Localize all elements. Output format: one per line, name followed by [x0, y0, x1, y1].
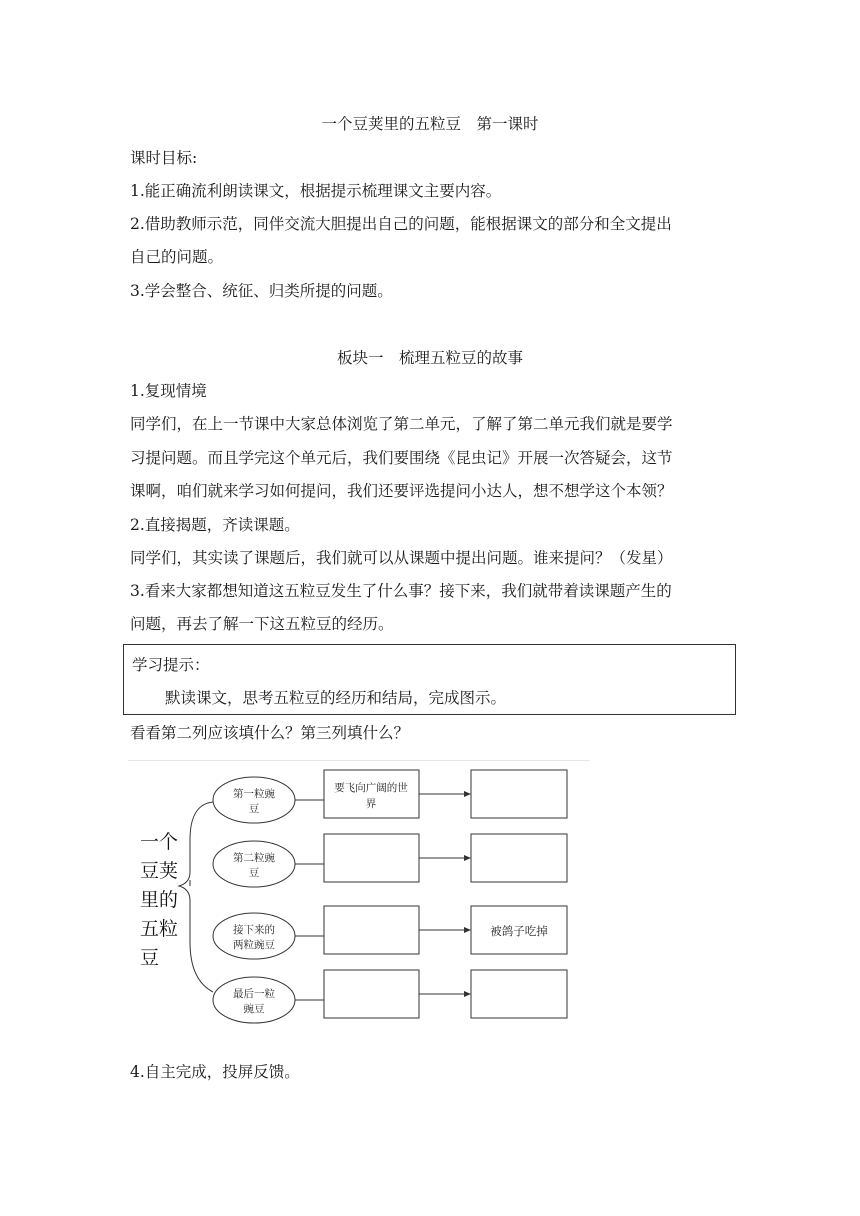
- pea-label: 第二粒豌: [233, 852, 275, 864]
- paragraph-line: 同学们，在上一节课中大家总体浏览了第二单元，了解了第二单元我们就是要学: [130, 415, 673, 433]
- diagram-bracket: [179, 802, 213, 992]
- diagram-root-text: 五粒: [140, 918, 179, 940]
- ending-text: 被鸽子吃掉: [490, 924, 548, 938]
- pea-label: 接下来的: [233, 924, 275, 936]
- diagram-svg: [128, 760, 590, 1036]
- ending-box: [471, 770, 567, 818]
- paragraph-line: 同学们，其实读了课题后，我们就可以从课题中提出问题。谁来提问？（发星）: [130, 549, 673, 567]
- pea-label: 豆: [248, 867, 260, 879]
- objective-item: 2.借助教师示范，同伴交流大胆提出自己的问题，能根据课文的部分和全文提出: [130, 215, 672, 233]
- tip-body: 默读课文，思考五粒豆的经历和结局，完成图示。: [165, 689, 507, 707]
- pea-label: 第一粒豌: [233, 788, 275, 800]
- objective-item: 3.学会整合、统征、归类所提的问题。: [130, 282, 393, 300]
- pea-oval: [213, 841, 295, 887]
- pea-label: 两粒豌豆: [233, 939, 275, 951]
- experience-box: [324, 770, 419, 818]
- ending-box: [471, 834, 567, 882]
- step-heading: 4.自主完成，投屏反馈。: [130, 1063, 300, 1081]
- diagram-row: [213, 970, 567, 1023]
- diagram-root-text: 里的: [140, 889, 179, 911]
- question-line: 看看第二列应该填什么？第三列填什么？: [130, 724, 410, 742]
- diagram-row: [213, 906, 567, 959]
- paragraph-line: 课啊，咱们就来学习如何提问，我们还要评选提问小达人，想不想学这个本领？: [130, 482, 673, 500]
- arrow-head: [464, 927, 471, 933]
- study-tip-box: [123, 644, 736, 715]
- experience-box: [324, 834, 419, 882]
- diagram-row: [213, 770, 567, 823]
- pea-oval: [213, 777, 295, 823]
- arrow-head: [464, 991, 471, 997]
- objective-item: 1.能正确流利朗读课文，根据提示梳理课文主要内容。: [130, 182, 502, 200]
- diagram-root-text: 豆: [140, 947, 160, 969]
- diagram-root-text: 豆荚: [140, 860, 179, 882]
- pea-label: 豆: [248, 803, 260, 815]
- diagram-row: [213, 834, 567, 887]
- diagram-root-label: [140, 831, 178, 969]
- page-title: 一个豆荚里的五粒豆 第一课时: [321, 115, 539, 133]
- experience-box: [324, 970, 419, 1018]
- experience-text: 要飞向广阔的世: [334, 782, 408, 794]
- pea-oval: [213, 913, 295, 959]
- arrow-head: [464, 855, 471, 861]
- pea-oval: [213, 977, 295, 1023]
- ending-box: [471, 970, 567, 1018]
- arrow-head: [464, 791, 471, 797]
- section-title: 板块一 梳理五粒豆的故事: [336, 349, 523, 367]
- diagram-root-text: 一个: [140, 831, 179, 853]
- experience-box: [324, 906, 419, 954]
- experience-text: 界: [365, 798, 377, 810]
- paragraph-line: 问题，再去了解一下这五粒豆的经历。: [130, 615, 394, 633]
- objective-item: 自己的问题。: [130, 248, 224, 266]
- pea-label: 最后一粒: [233, 988, 275, 1000]
- pea-label: 豌豆: [243, 1003, 265, 1015]
- paragraph-line: 习提问题。而且学完这个单元后，我们要围绕《昆虫记》开展一次答疑会，这节: [130, 449, 673, 467]
- tip-title: 学习提示：: [132, 656, 210, 674]
- story-diagram: [128, 760, 590, 1036]
- objectives-heading: 课时目标:: [130, 149, 198, 167]
- step-heading: 1.复现情境: [130, 382, 207, 400]
- paragraph-line: 3.看来大家都想知道这五粒豆发生了什么事？接下来，我们就带着读课题产生的: [130, 582, 672, 600]
- step-heading: 2.直接揭题，齐读课题。: [130, 516, 300, 534]
